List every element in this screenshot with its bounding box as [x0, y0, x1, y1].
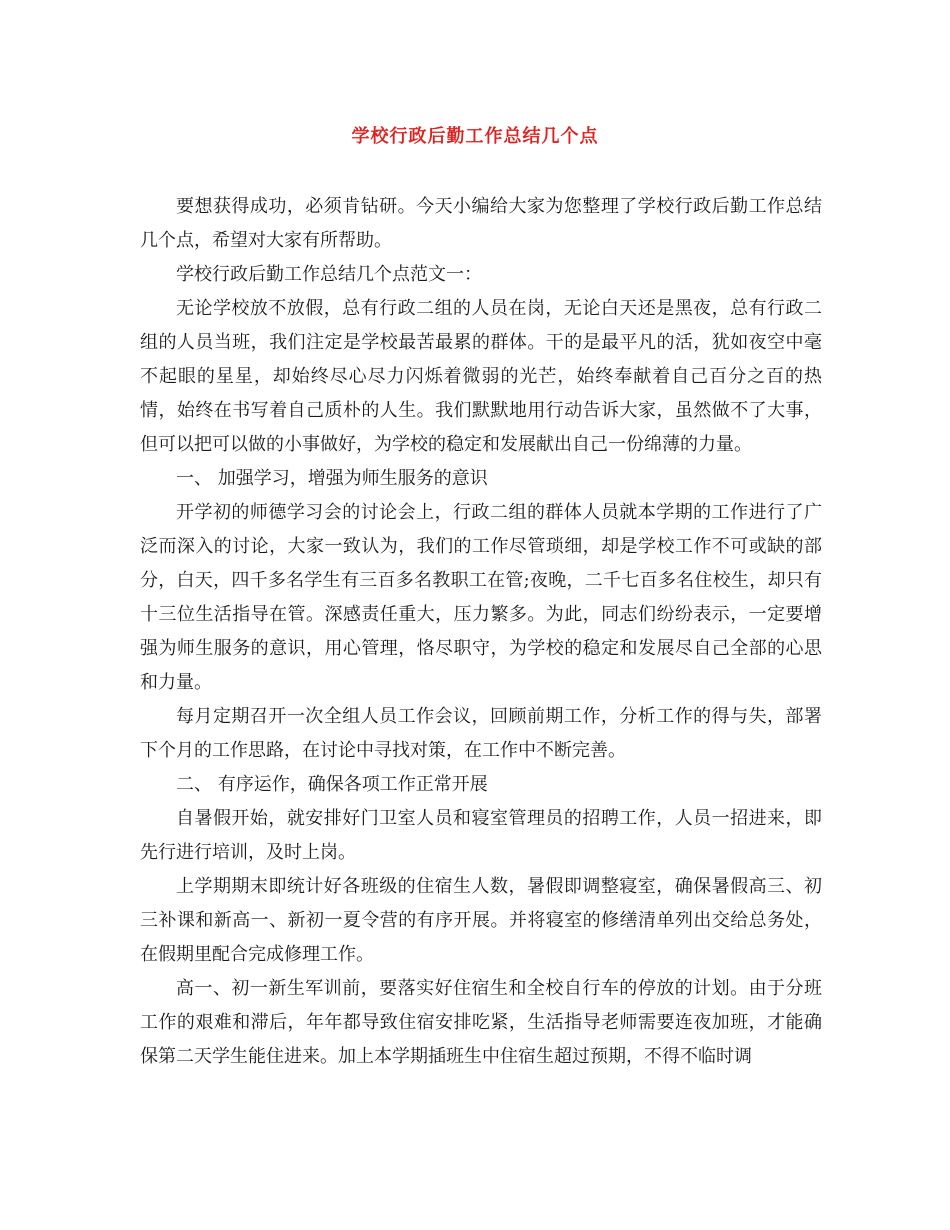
paragraph-military-training: 高一、初一新生军训前，要落实好住宿生和全校自行车的停放的计划。由于分班工作的艰难和滞后，年年都导致住宿安排吃紧，生活指导老师需要连夜加班，才能确保第二天学生能住进来。加上本学期插班生中住宿生超过预期，不得不临时调: [140, 978, 822, 1067]
paragraph-intro: 要想获得成功，必须肯钻研。今天小编给大家为您整理了学校行政后勤工作总结几个点，希望对大家有所帮助。: [140, 196, 822, 251]
section-heading-2: 二、 有序运作，确保各项工作正常开展: [176, 774, 488, 795]
paragraph-sample-heading: 学校行政后勤工作总结几个点范文一：: [176, 264, 482, 285]
paragraph-recruitment: 自暑假开始，就安排好门卫室人员和寝室管理员的招聘工作，人员一招进来，即先行进行培训，及时上岗。: [140, 808, 822, 863]
document-body: [140, 190, 822, 1074]
section-heading-1: 一、 加强学习，增强为师生服务的意识: [176, 468, 488, 489]
paragraph-dormitory: 上学期期末即统计好各班级的住宿生人数，暑假即调整寝室，确保暑假高三、初三补课和新高一、新初一夏令营的有序开展。并将寝室的修缮清单列出交给总务处，在假期里配合完成修理工作。: [140, 876, 822, 965]
paragraph-monthly-meeting: 每月定期召开一次全组人员工作会议，回顾前期工作，分析工作的得与失，部署下个月的工作思路，在讨论中寻找对策，在工作中不断完善。: [140, 706, 822, 761]
document-title: 学校行政后勤工作总结几个点: [351, 126, 599, 147]
paragraph-team-description: 无论学校放不放假，总有行政二组的人员在岗，无论白天还是黑夜，总有行政二组的人员当班，我们注定是学校最苦最累的群体。干的是最平凡的活，犹如夜空中毫不起眼的星星，却始终尽心尽力闪烁着微弱的光芒，始终奉献着自己百分之百的热情，始终在书写着自己质朴的人生。我们默默地用行动告诉大家，虽然做不了大事，但可以把可以做的小事做好，为学校的稳定和发展献出自己一份绵薄的力量。: [140, 298, 822, 455]
paragraph-discussion: 开学初的师德学习会的讨论会上，行政二组的群体人员就本学期的工作进行了广泛而深入的讨论，大家一致认为，我们的工作尽管琐细，却是学校工作不可或缺的部分，白天，四千多名学生有三百多名教职工在管;夜晚，二千七百多名住校生，却只有十三位生活指导在管。深感责任重大，压力繁多。为此，同志们纷纷表示，一定要增强为师生服务的意识，用心管理，恪尽职守，为学校的稳定和发展尽自己全部的心思和力量。: [140, 502, 822, 693]
